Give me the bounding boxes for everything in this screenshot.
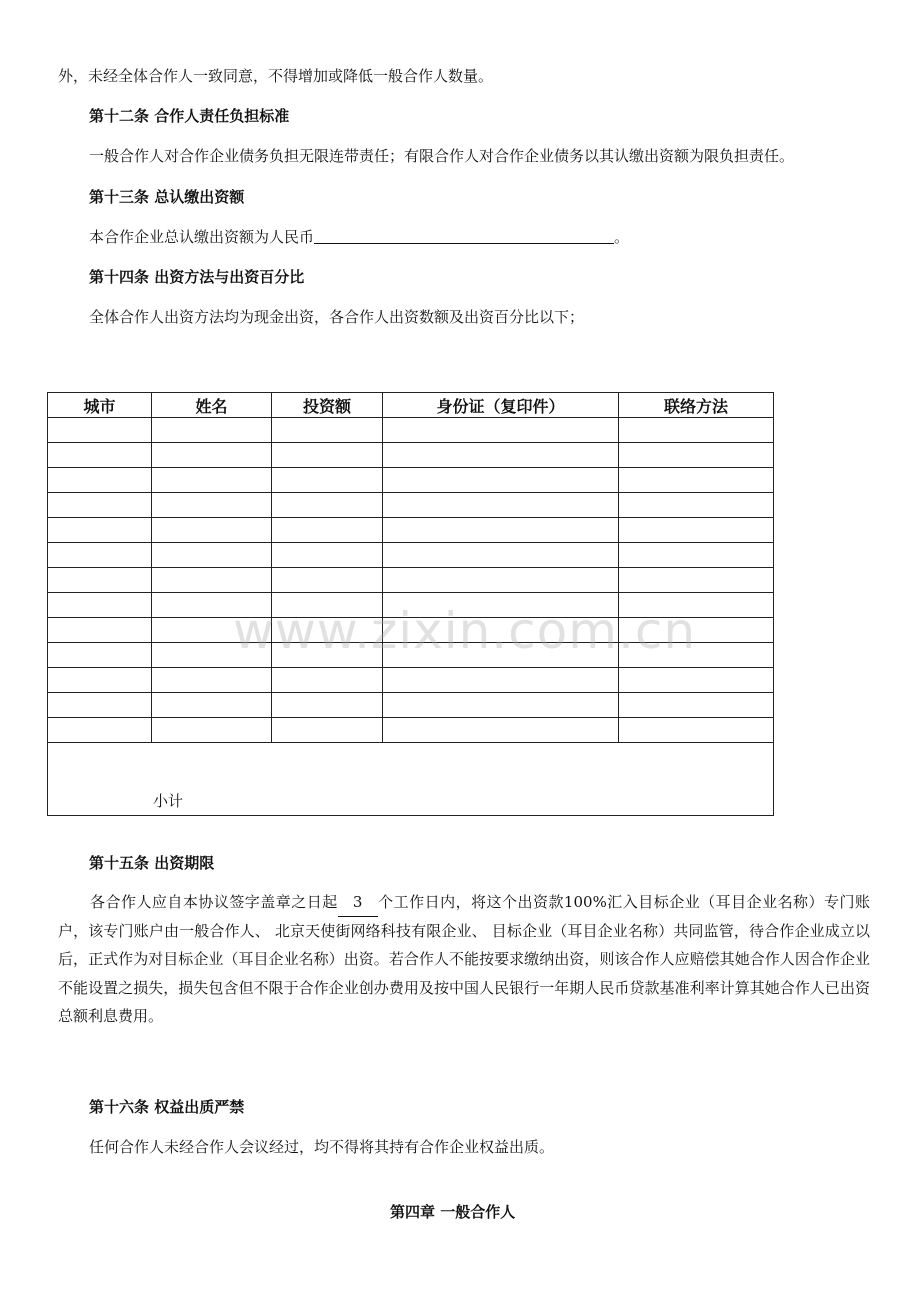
chapter-4-heading: 第四章 一般合作人 [390,1203,516,1221]
table-cell[interactable] [272,418,383,443]
table-cell[interactable] [619,468,774,493]
table-cell[interactable] [48,668,152,693]
table-row [48,443,774,468]
header-id-card: 身份证（复印件） [383,393,619,418]
table-cell[interactable] [272,568,383,593]
table-cell[interactable] [619,693,774,718]
table-cell[interactable] [383,468,619,493]
table-row [48,568,774,593]
table-cell[interactable] [272,493,383,518]
table-cell[interactable] [383,543,619,568]
table-cell[interactable] [619,568,774,593]
table-cell[interactable] [619,518,774,543]
table-cell[interactable] [272,543,383,568]
table-cell[interactable] [48,618,152,643]
table-cell[interactable] [48,718,152,743]
table-row [48,468,774,493]
table-cell[interactable] [152,468,272,493]
article-12-body: 一般合作人对合作企业债务负担无限连带责任；有限合作人对合作企业债务以其认缴出资额为限负担责任。 [89,147,795,165]
table-cell[interactable] [383,518,619,543]
table-cell[interactable] [272,518,383,543]
table-cell[interactable] [48,568,152,593]
article-13-title: 第十三条 总认缴出资额 [89,188,245,206]
article-14-title: 第十四条 出资方法与出资百分比 [89,268,305,286]
table-header-row [48,393,774,418]
article-13-body [89,227,629,247]
article-15-body-part1: 各合作人应自本协议签字盖章之日起 [90,893,338,911]
table-cell[interactable] [383,493,619,518]
subtotal-row [48,743,774,816]
days-value: 3 [338,888,378,917]
header-contact: 联络方法 [619,393,774,418]
table-cell[interactable] [619,418,774,443]
table-cell[interactable] [152,693,272,718]
table-cell[interactable] [48,693,152,718]
subtotal-label: 小计 [153,792,184,810]
table-cell[interactable] [619,493,774,518]
table-cell[interactable] [152,443,272,468]
table-cell[interactable] [619,668,774,693]
table-row [48,668,774,693]
table-cell[interactable] [48,468,152,493]
table-row [48,493,774,518]
header-investment: 投资额 [272,393,383,418]
article-15-body-part2: 个工作日内，将这个出资款100%汇入目标企业（耳目企业名称）专门账户，该专门账户由一般合作人、 北京天使街网络科技有限企业、 目标企业（耳目企业名称）共同监管，待合作企业成立以后，正式作为对目标企业（耳目企业名称）出资。若合作人不能按要求缴纳出资，则该合作人应赔偿其她合作人因合作企业不能设置之损失，损失包含但不限于合作企业创办费用及按中国人民银行一年期人民币贷款基准利率计算其她合作人已出资总额利息费用。 [58,893,870,1025]
table-cell[interactable] [48,593,152,618]
watermark: www.zixin.com.cn [233,602,697,660]
table-cell[interactable] [48,643,152,668]
article-12-title: 第十二条 合作人责任负担标准 [89,107,290,125]
table-cell[interactable] [48,543,152,568]
table-cell[interactable] [383,668,619,693]
article-16-title: 第十六条 权益出质严禁 [89,1098,245,1116]
table-cell[interactable] [383,418,619,443]
table-cell[interactable] [152,493,272,518]
table-cell[interactable] [272,443,383,468]
table-row [48,418,774,443]
table-row [48,518,774,543]
table-cell[interactable] [152,718,272,743]
table-cell[interactable] [152,568,272,593]
table-cell[interactable] [272,693,383,718]
table-cell[interactable] [48,493,152,518]
subtotal-cell [48,743,774,816]
table-cell[interactable] [152,518,272,543]
article-15-body [58,888,870,1030]
table-cell[interactable] [48,418,152,443]
amount-blank [314,229,614,244]
article-15-title: 第十五条 出资期限 [89,854,215,872]
table-cell[interactable] [272,718,383,743]
table-row [48,543,774,568]
table-cell[interactable] [152,418,272,443]
article-13-body-prefix: 本合作企业总认缴出资额为人民币 [89,228,315,246]
article-16-body: 任何合作人未经合作人会议经过，均不得将其持有合作企业权益出质。 [89,1138,555,1156]
table-cell[interactable] [383,443,619,468]
table-row [48,693,774,718]
table-cell[interactable] [619,718,774,743]
table-cell[interactable] [152,668,272,693]
table-cell[interactable] [272,668,383,693]
article-13-body-suffix: 。 [614,228,630,246]
header-name: 姓名 [152,393,272,418]
table-cell[interactable] [619,543,774,568]
table-row [48,718,774,743]
intro-line: 外，未经全体合作人一致同意，不得增加或降低一般合作人数量。 [58,67,494,85]
table-cell[interactable] [383,718,619,743]
table-cell[interactable] [383,568,619,593]
table-cell[interactable] [619,443,774,468]
article-14-body: 全体合作人出资方法均为现金出资，各合作人出资数额及出资百分比以下； [89,308,585,326]
table-cell[interactable] [272,468,383,493]
header-city: 城市 [48,393,152,418]
table-cell[interactable] [383,693,619,718]
table-cell[interactable] [152,543,272,568]
table-cell[interactable] [48,518,152,543]
table-cell[interactable] [48,443,152,468]
